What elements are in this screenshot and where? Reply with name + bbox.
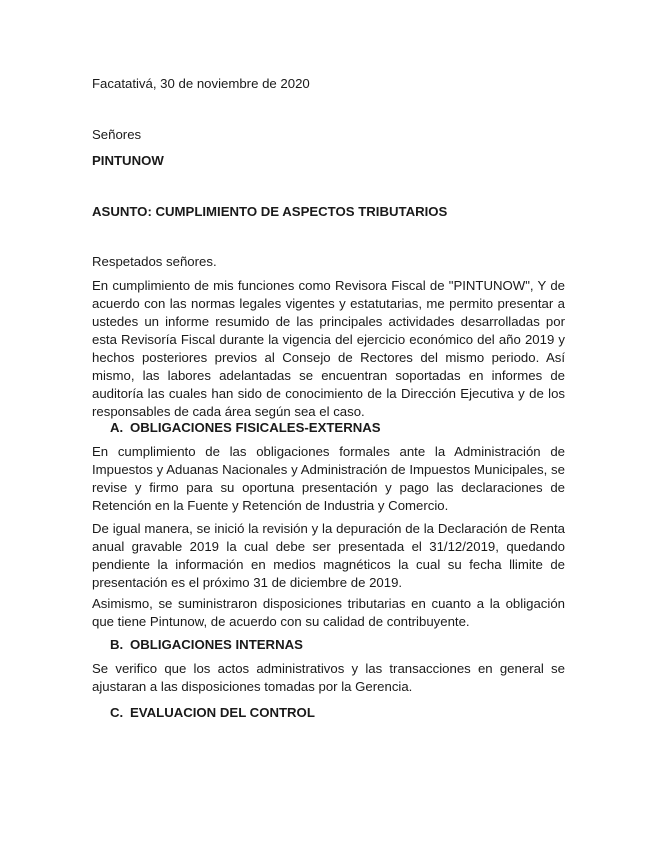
section-c-letter: C.: [110, 705, 124, 720]
section-a-title: OBLIGACIONES FISICALES-EXTERNAS: [130, 420, 381, 435]
recipient-name: PINTUNOW: [92, 153, 164, 168]
salutation-title: Señores: [92, 127, 142, 142]
subject-line: ASUNTO: CUMPLIMIENTO DE ASPECTOS TRIBUTARIOS: [92, 204, 448, 219]
section-c-heading: [110, 704, 315, 722]
section-b-heading: [110, 636, 303, 654]
section-c-title: EVALUACION DEL CONTROL: [130, 705, 315, 720]
date-line: Facatativá, 30 de noviembre de 2020: [92, 76, 310, 91]
section-a-paragraph-2: De igual manera, se inició la revisión y la depuración de la Declaración de Renta anual gravable 2019 la cual debe ser presentada el 31/12/2019, quedando pendiente la información en medios magnéticos la cual su fecha llimite de presentación es el próximo 31 de diciembre de 2019.: [92, 521, 565, 590]
section-b-title: OBLIGACIONES INTERNAS: [130, 637, 303, 652]
section-a-heading: [110, 419, 381, 437]
section-b-paragraph-1: Se verifico que los actos administrativos y las transacciones en general se ajustaran a las disposiciones tomadas por la Gerencia.: [92, 661, 565, 694]
intro-paragraph: En cumplimiento de mis funciones como Revisora Fiscal de "PINTUNOW", Y de acuerdo con las normas legales vigentes y estatutarias, me permito presentar a ustedes un informe resumido de las principales actividades desarrolladas por esta Revisoría Fiscal durante la vigencia del ejercicio económico del año 2019 y hechos posteriores previos al Consejo de Rectores del mismo periodo. Así mismo, las labores adelantadas se encuentran soportadas en informes de auditoría las cuales han sido de conocimiento de la Dirección Ejecutiva y de los responsables de cada área según sea el caso.: [92, 278, 565, 419]
greeting: Respetados señores.: [92, 254, 217, 269]
section-a-paragraph-1: En cumplimiento de las obligaciones formales ante la Administración de Impuestos y Aduanas Nacionales y Administración de Impuestos Municipales, se revise y firmo para su oportuna presentación y pago las declaraciones de Retención en la Fuente y Retención de Industria y Comercio.: [92, 444, 565, 513]
section-a-paragraph-3: Asimismo, se suministraron disposiciones tributarias en cuanto a la obligación que tiene Pintunow, de acuerdo con su calidad de contribuyente.: [92, 596, 565, 629]
section-a-letter: A.: [110, 420, 124, 435]
section-b-letter: B.: [110, 637, 124, 652]
